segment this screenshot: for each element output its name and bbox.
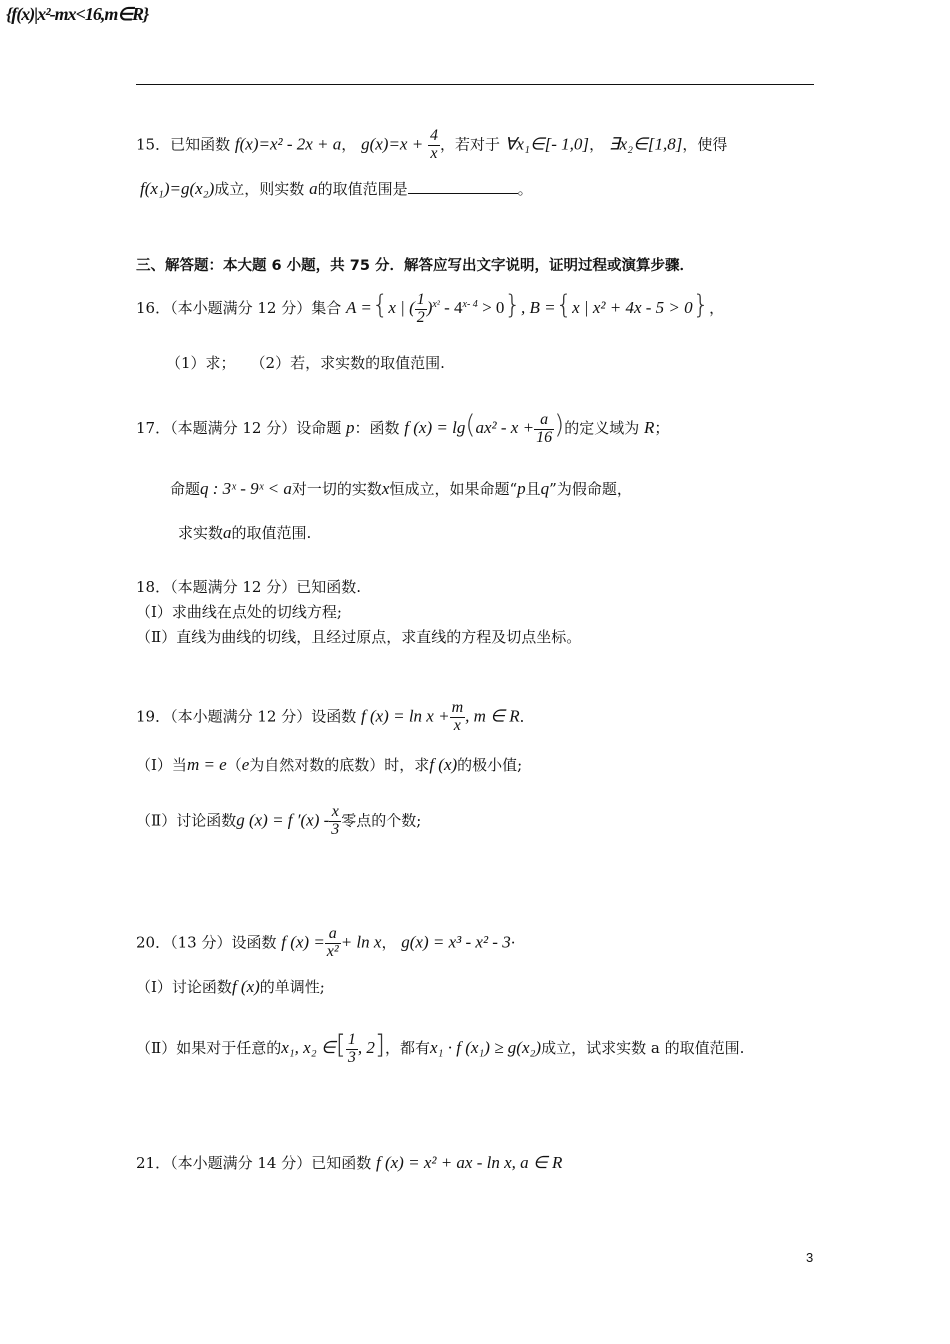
section-3-heading: 三、解答题：本大题 6 小题，共 75 分．解答应写出文字说明，证明过程或演算步骤． xyxy=(136,258,694,274)
q20-g-expr: g(x) = x³ - x² - 3 xyxy=(401,932,511,952)
question-18-line2: （Ⅰ）求曲线在点处的切线方程; xyxy=(136,603,342,621)
question-20-line1: 20．（13 分）设函数 f (x) = $\frac{a}{\text{x²}}$ + ln x， g(x) = x³ - x² - 3· xyxy=(136,925,516,960)
q17-fraction: $\frac{a}{16}$ xyxy=(536,410,553,446)
question-15-line2: f(x₁)=g(x₂)成立，则实数 a的取值范围是 。 xyxy=(140,179,533,198)
q16-number: 16． xyxy=(136,299,171,317)
question-16-subparts: （1）求； （2）若，求实数的取值范围. xyxy=(166,354,445,372)
q15-cond1: ∀x₁∈[- 1,0] xyxy=(504,134,590,154)
question-15-line1: 15．已知函数 f(x)=x² - 2x + a， g(x)=x + $\frac{4}{x}$ ，若对于 ∀x₁∈[- 1,0]， ∃x₂∈[1,8]，使得 xyxy=(136,127,728,162)
q19-fraction2: $\frac{x}{3}$ xyxy=(331,803,340,838)
q20-number: 20． xyxy=(136,933,171,952)
question-20-line3: （Ⅱ）如果对于任意的x₁, x₂ ∈[ $\frac{1}{3}$ , 2]，都有x₁ · f (x₁) ≥ g(x₂)成立，试求实数 a 的取值范围. xyxy=(136,1030,745,1066)
q17-number: 17． xyxy=(136,419,171,437)
q21-f-expr: f (x) = x² + ax - ln x, a ∈ R xyxy=(376,1153,563,1172)
q20-fraction: $\frac{a}{\text{x²}}$ xyxy=(326,925,339,960)
question-19-line2: （Ⅰ）当m = e（e为自然对数的底数）时，求f (x)的极小值; xyxy=(136,755,523,774)
page-number: 3 xyxy=(806,1250,814,1265)
q15-f-expr: f(x)=x² - 2x + a xyxy=(234,134,342,154)
q15-fraction: $\frac{4}{x}$ xyxy=(429,127,438,162)
question-19-line1: 19．（本小题满分 12 分）设函数 f (x) = ln x + $\frac{m}{x}$ , m ∈ R． xyxy=(136,699,535,734)
question-17-line1: 17．（本题满分 12 分）设命题 p：函数 f (x) = lg(ax² - x + $\frac{a}{16}$ )的定义域为 R； xyxy=(136,410,670,446)
q15-cond2: ∃x₂∈[1,8] xyxy=(608,134,683,154)
q15-equation: f(x₁)=g(x₂) xyxy=(140,179,215,198)
question-21-line1: 21．（本小题满分 14 分）已知函数 f (x) = x² + ax - ln x, a ∈ R xyxy=(136,1153,563,1172)
question-18-line1: 18．（本题满分 12 分）已知函数. xyxy=(136,578,361,596)
q21-number: 21． xyxy=(136,1154,171,1172)
q17-q-expr: q : 3ˣ - 9ˣ < a xyxy=(200,479,292,498)
question-17-line3: 求实数a的取值范围. xyxy=(178,523,312,542)
question-18-line3: （Ⅱ）直线为曲线的切线，且经过原点，求直线的方程及切点坐标。 xyxy=(136,628,582,646)
q15-number: 15． xyxy=(136,135,171,154)
question-19-line3: （Ⅱ）讨论函数g (x) = f ′(x) - $\frac{x}{3}$ 零点的个数; xyxy=(136,803,422,838)
question-16-line1: 16．（本小题满分 12 分）集合 A ={x | ( $\frac{1}{2}$ )$^{x^2} - 4^{x- 4} > 0$}, B ={x | x² + 4x - 5 > 0}， xyxy=(136,290,725,326)
q19-fraction: $\frac{m}{x}$ xyxy=(451,699,464,734)
q19-number: 19． xyxy=(136,707,171,726)
q16-fraction: $\frac{1}{2}$ xyxy=(416,290,425,326)
q17-f-expr: f (x) = lg xyxy=(404,418,466,437)
q20-interval-fraction: $\frac{1}{3}$ xyxy=(347,1030,356,1066)
question-20-line2: （Ⅰ）讨论函数f (x)的单调性; xyxy=(136,977,325,996)
top-rule xyxy=(136,84,814,85)
header-garbled-formula: {f(x)|x²-mx<16,m∈R} xyxy=(6,4,149,24)
question-17-line2: 命题q : 3ˣ - 9ˣ < a对一切的实数x恒成立，如果命题“p且q”为假命题， xyxy=(170,479,632,498)
q19-f-expr: f (x) = ln x + xyxy=(361,706,450,726)
answer-blank xyxy=(408,179,518,194)
q15-g-expr: g(x)=x + xyxy=(361,134,424,154)
